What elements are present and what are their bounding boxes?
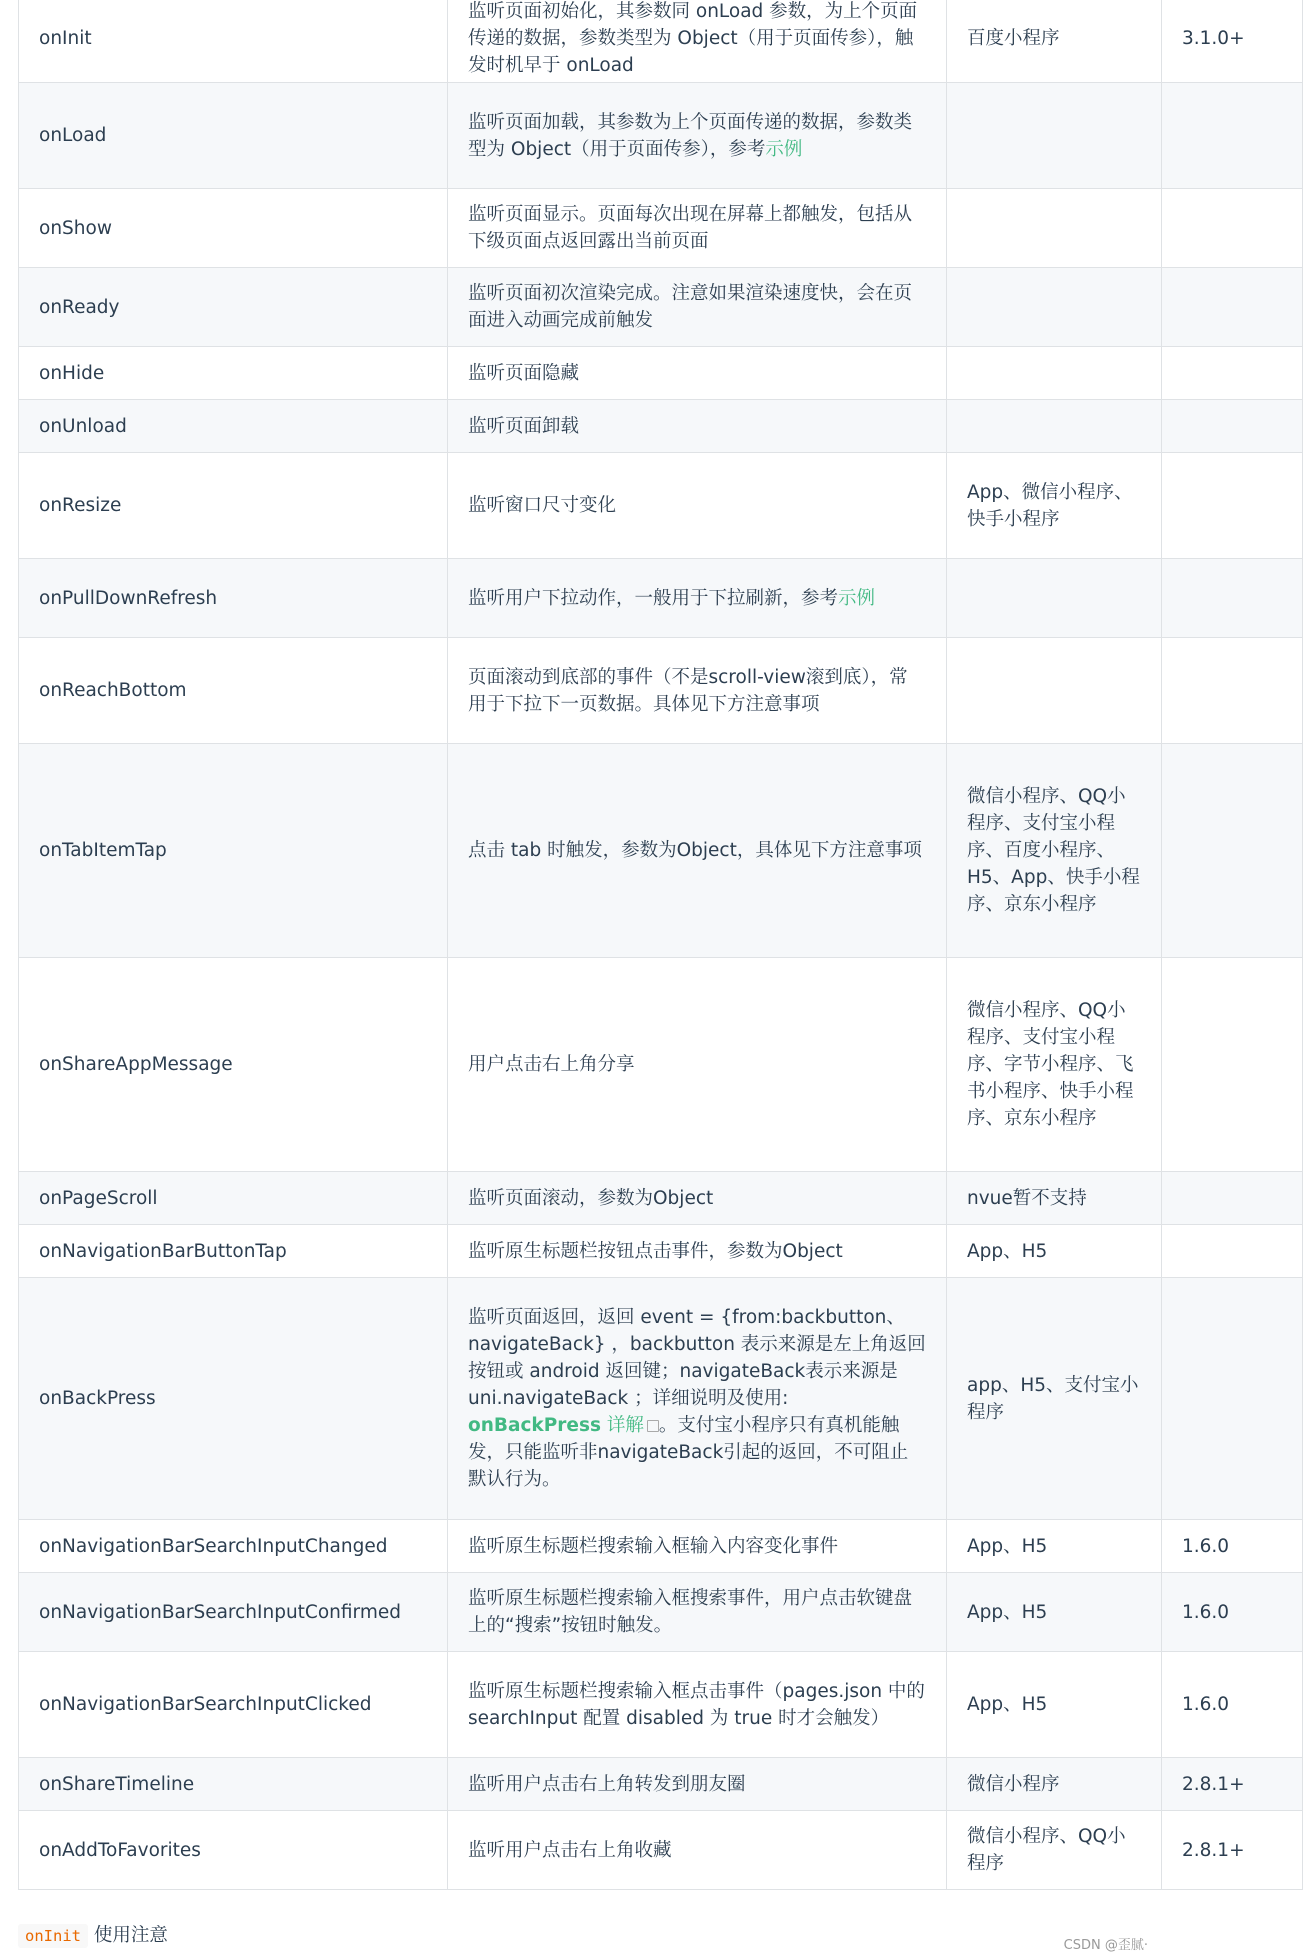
desc-text: 监听页面初次渲染完成。注意如果渲染速度快，会在页面进入动画完成前触发	[468, 283, 913, 331]
table-row	[19, 1225, 1303, 1278]
hook-version	[1162, 744, 1303, 958]
hook-name: onNavigationBarSearchInputClicked	[19, 1652, 448, 1758]
hook-platform: 微信小程序、QQ小程序、支付宝小程序、字节小程序、飞书小程序、快手小程序、京东小程序	[947, 958, 1162, 1172]
desc-text: 监听原生标题栏搜索输入框点击事件（pages.json 中的 searchInput 配置 disabled 为 true 时才会触发）	[468, 1680, 925, 1729]
desc-text: 监听页面隐藏	[468, 362, 580, 384]
table-row	[19, 1652, 1303, 1758]
hook-description	[448, 638, 947, 744]
table-row	[19, 400, 1303, 453]
hook-name: onNavigationBarSearchInputChanged	[19, 1520, 448, 1573]
desc-text: 监听页面显示。页面每次出现在屏幕上都触发，包括从下级页面点返回露出当前页面	[468, 204, 913, 252]
hook-platform: 微信小程序	[947, 1758, 1162, 1811]
desc-text: 监听页面卸载	[468, 415, 580, 437]
hook-platform: 微信小程序、QQ小程序	[947, 1811, 1162, 1890]
hook-platform: nvue暂不支持	[947, 1172, 1162, 1225]
table-row	[19, 347, 1303, 400]
table-row	[19, 453, 1303, 559]
hook-description	[448, 1225, 947, 1278]
hook-name: onPullDownRefresh	[19, 559, 448, 638]
hook-name: onResize	[19, 453, 448, 559]
desc-text: 监听页面滚动，参数为Object	[468, 1187, 714, 1209]
hook-name: onPageScroll	[19, 1172, 448, 1225]
hook-platform	[947, 189, 1162, 268]
hook-name: onReady	[19, 268, 448, 347]
desc-text: 监听原生标题栏按钮点击事件，参数为Object	[468, 1240, 843, 1262]
hook-version	[1162, 638, 1303, 744]
hook-version	[1162, 1172, 1303, 1225]
hook-platform	[947, 400, 1162, 453]
desc-text: 点击 tab 时触发，参数为Object，具体见下方注意事项	[468, 840, 922, 861]
hook-description	[448, 1520, 947, 1573]
hook-description	[448, 1278, 947, 1520]
hook-description	[448, 1758, 947, 1811]
table-row	[19, 958, 1303, 1172]
desc-text: 监听用户下拉动作，一般用于下拉刷新，参考	[468, 587, 839, 609]
hook-platform	[947, 83, 1162, 189]
hook-description	[448, 1811, 947, 1890]
hook-version	[1162, 83, 1303, 189]
note-heading: 使用注意	[93, 1925, 168, 1946]
hook-version	[1162, 189, 1303, 268]
hook-version	[1162, 1278, 1303, 1520]
desc-text: 监听窗口尺寸变化	[468, 495, 617, 516]
hook-version	[1162, 268, 1303, 347]
doc-link[interactable]: 详解	[601, 1415, 644, 1436]
table-row	[19, 1278, 1303, 1520]
doc-link[interactable]: 示例	[838, 587, 876, 609]
hook-platform: App、H5	[947, 1573, 1162, 1652]
hook-description	[448, 1573, 947, 1652]
hook-description	[448, 0, 947, 83]
table-row	[19, 83, 1303, 189]
hook-description	[448, 400, 947, 453]
hook-name: onAddToFavorites	[19, 1811, 448, 1890]
hook-name: onTabItemTap	[19, 744, 448, 958]
hook-version	[1162, 958, 1303, 1172]
table-row	[19, 1573, 1303, 1652]
inline-code: onInit	[18, 1924, 88, 1948]
desc-text: 页面滚动到底部的事件（不是scroll-view滚到底），常用于下拉下一页数据。具体见下方注意事项	[468, 666, 908, 715]
hook-name: onLoad	[19, 83, 448, 189]
desc-text: 。支付宝小程序只有真机能触发，只能监听非navigateBack引起的返回，不可阻止默认行为。	[468, 1415, 909, 1490]
doc-link[interactable]: 示例	[765, 138, 803, 160]
table-row	[19, 268, 1303, 347]
hook-description	[448, 1652, 947, 1758]
hook-version: 3.1.0+	[1162, 0, 1303, 83]
desc-text: 监听用户点击右上角收藏	[468, 1839, 672, 1861]
table-row	[19, 638, 1303, 744]
hook-description	[448, 958, 947, 1172]
external-link-icon	[647, 1420, 659, 1432]
lifecycle-table	[18, 0, 1303, 1890]
hook-name: onUnload	[19, 400, 448, 453]
desc-text: 监听页面加载，其参数为上个页面传递的数据，参数类型为 Object（用于页面传参），参考	[468, 111, 913, 160]
hook-name: onHide	[19, 347, 448, 400]
hook-version: 1.6.0	[1162, 1520, 1303, 1573]
table-row	[19, 1520, 1303, 1573]
hook-platform: 微信小程序、QQ小程序、支付宝小程序、百度小程序、H5、App、快手小程序、京东小程序	[947, 744, 1162, 958]
desc-text: 监听页面返回，返回 event = {from:backbutton、 navigateBack} ，backbutton 表示来源是左上角返回按钮或 android 返回键；navigateBack表示来源是 uni.navigateBack ；详细说明及使用:	[468, 1307, 926, 1409]
hook-platform	[947, 559, 1162, 638]
hook-name: onBackPress	[19, 1278, 448, 1520]
hook-name: onShow	[19, 189, 448, 268]
hook-platform	[947, 638, 1162, 744]
hook-platform	[947, 268, 1162, 347]
hook-platform: App、H5	[947, 1520, 1162, 1573]
hook-platform: App、微信小程序、快手小程序	[947, 453, 1162, 559]
hook-name: onNavigationBarButtonTap	[19, 1225, 448, 1278]
hook-version: 1.6.0	[1162, 1652, 1303, 1758]
hook-platform: 百度小程序	[947, 0, 1162, 83]
hook-version	[1162, 453, 1303, 559]
hook-version: 1.6.0	[1162, 1573, 1303, 1652]
table-row	[19, 744, 1303, 958]
hook-name: onNavigationBarSearchInputConfirmed	[19, 1573, 448, 1652]
hook-version	[1162, 559, 1303, 638]
hook-description	[448, 559, 947, 638]
lifecycle-table-body	[19, 0, 1303, 1890]
doc-link[interactable]: onBackPress	[468, 1415, 601, 1436]
section-note	[18, 1921, 168, 1947]
table-row	[19, 1811, 1303, 1890]
hook-name: onInit	[19, 0, 448, 83]
hook-version	[1162, 1225, 1303, 1278]
desc-text: 监听原生标题栏搜索输入框输入内容变化事件	[468, 1535, 839, 1557]
desc-text: 监听用户点击右上角转发到朋友圈	[468, 1773, 746, 1795]
table-row	[19, 0, 1303, 83]
desc-text: 监听原生标题栏搜索输入框搜索事件，用户点击软键盘上的“搜索”按钮时触发。	[468, 1588, 913, 1636]
hook-description	[448, 83, 947, 189]
desc-text: 监听页面初始化，其参数同 onLoad 参数，为上个页面传递的数据，参数类型为 Object（用于页面传参），触发时机早于 onLoad	[468, 1, 918, 76]
hook-description	[448, 268, 947, 347]
hook-name: onShareTimeline	[19, 1758, 448, 1811]
hook-name: onReachBottom	[19, 638, 448, 744]
hook-platform: app、H5、支付宝小程序	[947, 1278, 1162, 1520]
hook-version: 2.8.1+	[1162, 1811, 1303, 1890]
hook-platform: App、H5	[947, 1652, 1162, 1758]
hook-description	[448, 744, 947, 958]
watermark: CSDN @歪腻·	[1063, 1938, 1148, 1953]
hook-platform: App、H5	[947, 1225, 1162, 1278]
table-row	[19, 1758, 1303, 1811]
table-row	[19, 559, 1303, 638]
hook-version	[1162, 400, 1303, 453]
hook-version: 2.8.1+	[1162, 1758, 1303, 1811]
desc-text: 用户点击右上角分享	[468, 1054, 635, 1075]
hook-description	[448, 347, 947, 400]
hook-description	[448, 453, 947, 559]
hook-name: onShareAppMessage	[19, 958, 448, 1172]
table-row	[19, 189, 1303, 268]
hook-description	[448, 189, 947, 268]
hook-version	[1162, 347, 1303, 400]
table-row	[19, 1172, 1303, 1225]
hook-description	[448, 1172, 947, 1225]
hook-platform	[947, 347, 1162, 400]
